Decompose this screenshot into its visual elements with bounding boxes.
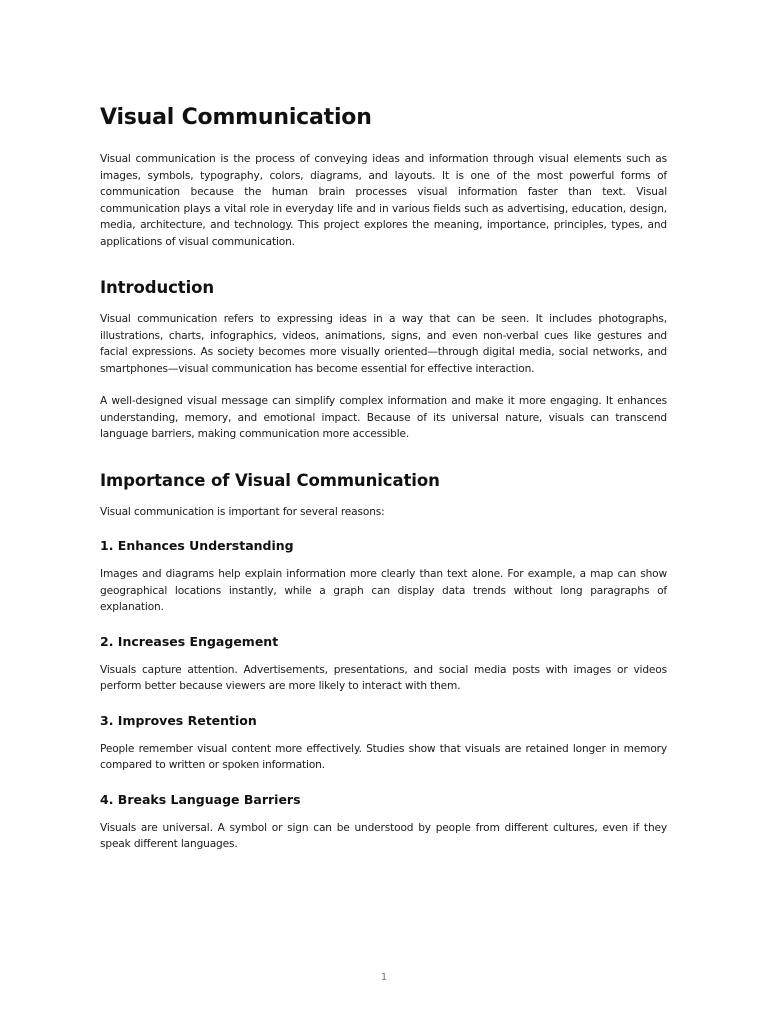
point-3-text: People remember visual content more effectively. Studies show that visuals are retained longer in memory compared to written or spoken information. <box>100 742 667 771</box>
document-body <box>100 104 667 869</box>
point-2-text: Visuals capture attention. Advertisements, presentations, and social media posts with images or videos perform better because viewers are more likely to interact with them. <box>100 663 667 692</box>
introduction-paragraph-1: Visual communication refers to expressing ideas in a way that can be seen. It includes photographs, illustrations, charts, infographics, videos, animations, signs, and even non-verbal cues like gestures and facial expressions. As society becomes more visually oriented—through digital media, social networks, and smartphones—visual communication has become essential for effective interaction. <box>100 313 667 375</box>
point-1-heading: 1. Enhances Understanding <box>100 538 294 553</box>
document-title: Visual Communication <box>100 105 372 130</box>
point-4-heading: 4. Breaks Language Barriers <box>100 791 301 807</box>
point-4-text: Visuals are universal. A symbol or sign can be understood by people from different cultures, even if they speak different languages. <box>100 821 667 850</box>
importance-heading: Importance of Visual Communication <box>100 470 440 490</box>
page-number: 1 <box>380 972 388 983</box>
introduction-paragraph-2: A well-designed visual message can simplify complex information and make it more engaging. It enhances understanding, memory, and emotional impact. Because of its universal nature, visuals can transcend language barriers, making communication more accessible. <box>100 395 667 440</box>
point-2-heading: 2. Increases Engagement <box>100 633 279 649</box>
point-3-heading: 3. Improves Retention <box>100 712 257 728</box>
intro-paragraph: Visual communication is the process of conveying ideas and information through visual elements such as images, symbols, typography, colors, diagrams, and layouts. It is one of the most powerful forms of communication because the human brain processes visual information faster than text. Visual communication plays a vital role in everyday life and in various fields such as advertising, education, design, media, architecture, and technology. This project explores the meaning, importance, principles, types, and applications of visual communication. <box>100 153 667 248</box>
importance-lead: Visual communication is important for several reasons: <box>100 505 385 518</box>
point-1-text: Images and diagrams help explain information more clearly than text alone. For example, a map can show geographical locations instantly, while a graph can display data trends without long paragraphs of explanation. <box>100 568 667 613</box>
introduction-heading: Introduction <box>100 278 215 297</box>
